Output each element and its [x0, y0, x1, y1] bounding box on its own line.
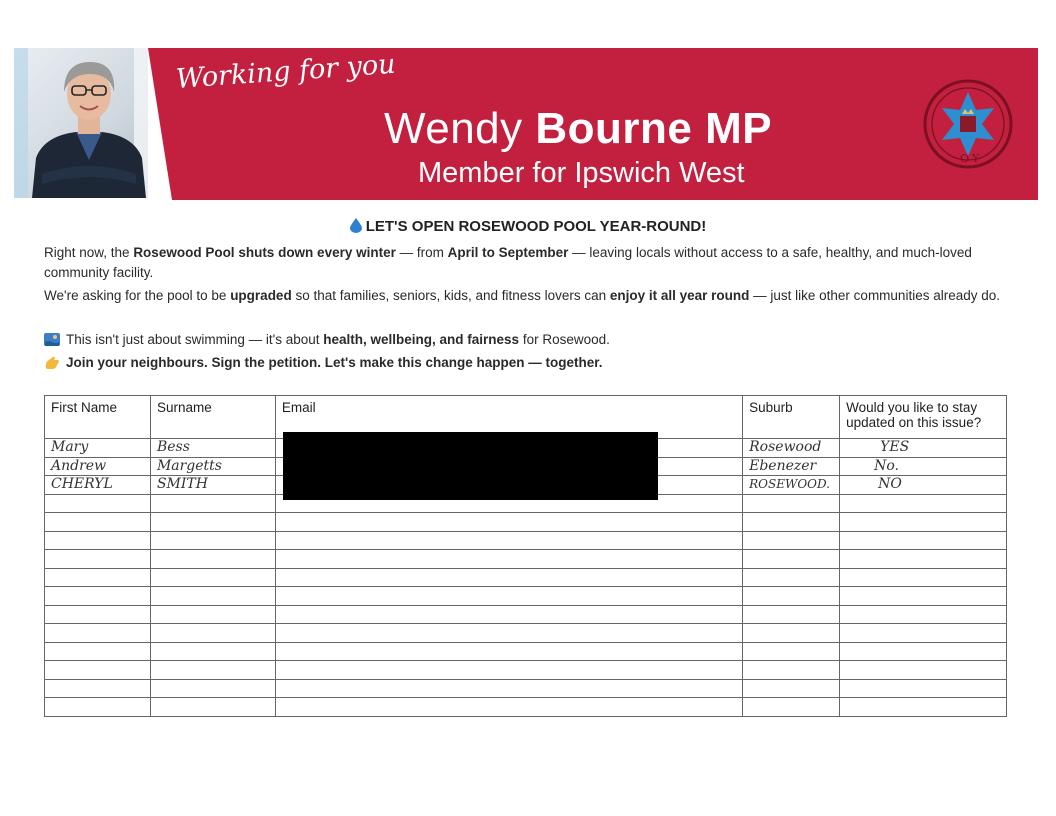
- electorate-subtitle: Member for Ipswich West: [418, 157, 745, 189]
- first-name-cell[interactable]: Mary: [45, 439, 151, 458]
- table-row: [45, 679, 1007, 698]
- surname-cell[interactable]: Bess: [150, 439, 275, 458]
- table-row: [45, 605, 1007, 624]
- svg-text:Y: Y: [972, 152, 980, 165]
- svg-text:O: O: [960, 152, 970, 165]
- surname-cell[interactable]: Margetts: [150, 457, 275, 476]
- table-row: [45, 587, 1007, 606]
- email-redaction: [283, 432, 658, 500]
- water-drop-icon: [350, 218, 362, 233]
- heading-text: LET'S OPEN ROSEWOOD POOL YEAR-ROUND!: [365, 218, 707, 235]
- table-row: [45, 642, 1007, 661]
- petition-heading: [0, 218, 1056, 235]
- first-name-cell[interactable]: Andrew: [45, 457, 151, 476]
- col-surname: Surname: [150, 396, 275, 439]
- col-first-name: First Name: [45, 396, 151, 439]
- paragraph-4: Join your neighbours. Sign the petition. Let's make this change happen — together.: [44, 353, 1004, 373]
- hand-icon: [44, 356, 60, 369]
- parliament-crest-icon: [922, 78, 1014, 170]
- mp-name: [384, 104, 772, 154]
- table-row: [45, 550, 1007, 569]
- col-email: Email: [275, 396, 742, 439]
- table-row: [45, 661, 1007, 680]
- col-updates: Would you like to stay updated on this issue?: [840, 396, 1007, 439]
- table-row: [45, 698, 1007, 717]
- mp-last-name: Bourne MP: [535, 104, 773, 153]
- paragraph-2: We're asking for the pool to be upgraded so that families, seniors, kids, and fitness lovers can enjoy it all year round — just like other communities already do.: [44, 288, 1000, 303]
- col-suburb: Suburb: [743, 396, 840, 439]
- table-row: [45, 568, 1007, 587]
- suburb-cell[interactable]: Rosewood: [743, 439, 840, 458]
- paragraph-3: This isn't just about swimming — it's about health, wellbeing, and fairness for Rosewood.: [44, 330, 1004, 350]
- table-row: [45, 624, 1007, 643]
- mp-first-name: Wendy: [384, 104, 523, 153]
- paragraph-1: Right now, the Rosewood Pool shuts down every winter — from April to September — leaving locals without access to a safe, healthy, and much-loved community facility.: [44, 245, 972, 280]
- swimmer-icon: [44, 333, 60, 346]
- surname-cell[interactable]: SMITH: [150, 476, 275, 495]
- banner-divider: [148, 48, 172, 200]
- suburb-cell[interactable]: Ebenezer: [743, 457, 840, 476]
- table-row: [45, 531, 1007, 550]
- updates-cell[interactable]: YES: [840, 439, 1007, 458]
- table-row: [45, 513, 1007, 532]
- suburb-cell[interactable]: ROSEWOOD.: [743, 476, 840, 495]
- updates-cell[interactable]: No.: [840, 457, 1007, 476]
- updates-cell[interactable]: NO: [840, 476, 1007, 495]
- first-name-cell[interactable]: CHERYL: [45, 476, 151, 495]
- tagline: Working for you: [174, 48, 397, 95]
